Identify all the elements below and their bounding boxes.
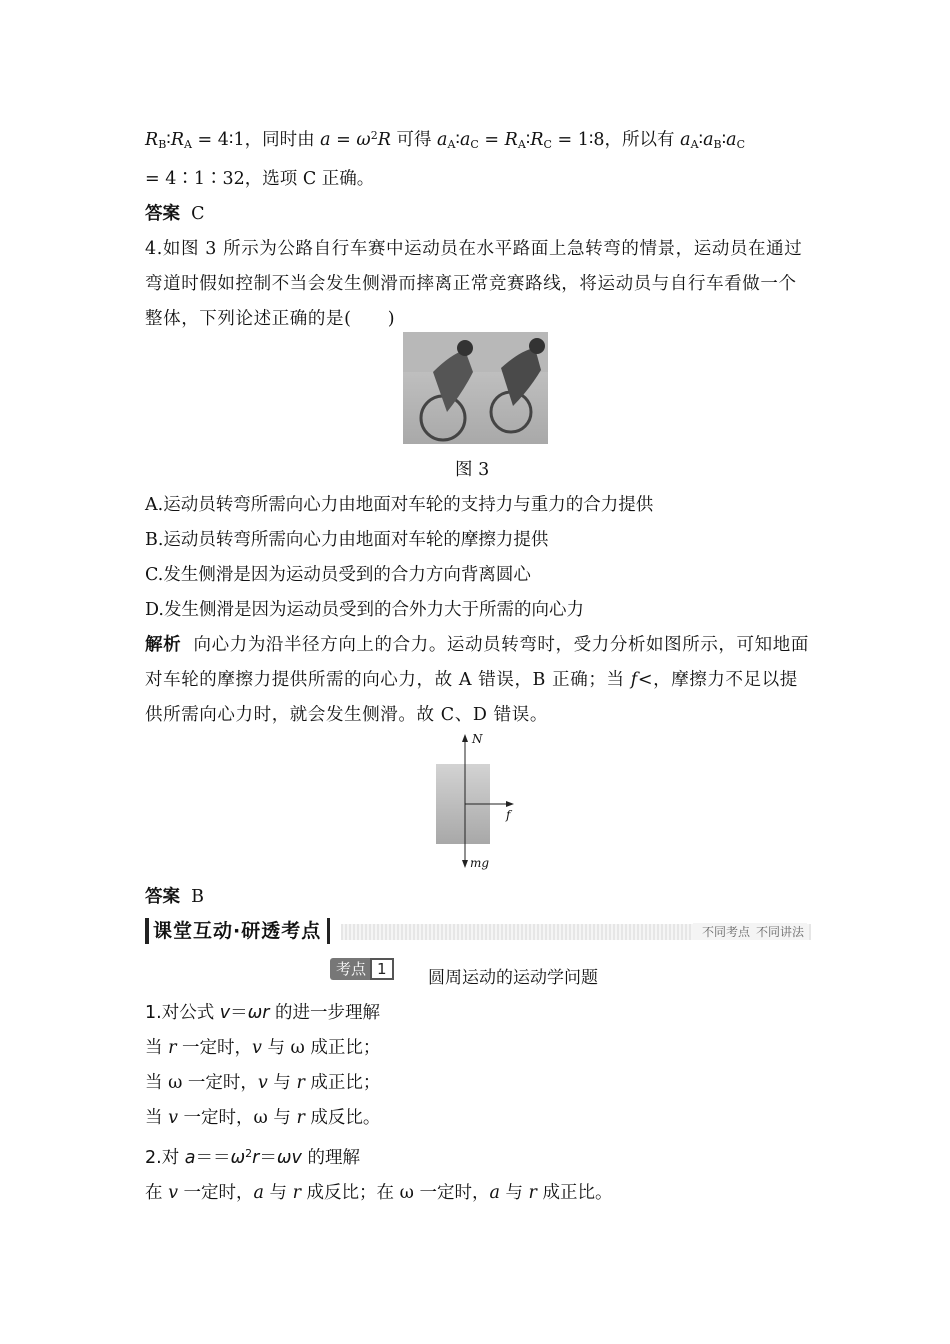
answer-4	[145, 880, 204, 915]
force-arrows	[432, 732, 522, 872]
answer-value: B	[191, 887, 205, 907]
cyclists-photo-image	[403, 332, 548, 444]
analysis-4: 解析 向心力为沿半径方向上的合力。运动员转弯时，受力分析如图所示，可知地面对车轮的摩擦力提供所需的向心力，故 A 错误，B 正确；当 f<，摩擦力不足以提供所需向心力时，就会发生侧滑。故 C、D 错误。	[145, 635, 809, 725]
banner-title: 课堂互动·研透考点	[145, 918, 330, 944]
answer-label: 答案	[145, 204, 180, 224]
section-2-line-1: 在 v 一定时，a 与 r 成反比；在 ω 一定时，a 与 r 成正比。	[145, 1183, 613, 1203]
section-2-heading: 2.对 $a==\omega^2r=\omega v$ 的理解	[145, 1147, 360, 1168]
arrow-down-icon	[462, 860, 468, 868]
force-diagram	[432, 732, 522, 872]
section-banner	[145, 918, 811, 946]
analysis-label: 解析	[145, 635, 182, 655]
arrow-up-icon	[462, 734, 468, 742]
kaodian-title: 圆周运动的运动学问题	[428, 968, 598, 988]
arrow-right-icon	[506, 801, 514, 807]
section-1-line-2: 当 ω 一定时，v 与 r 成正比；	[145, 1073, 381, 1093]
answer-label: 答案	[145, 887, 180, 907]
solution-line-1: $R_B∶R_A$ = 4∶1，同时由 $a = \omega^2R$ 可得 $a_A∶a_C$ = $R_A∶R_C$ = 1∶8，所以有 $a_A∶a_B∶a_C$	[145, 129, 746, 151]
section-1-line-3: 当 v 一定时，ω 与 r 成反比。	[145, 1108, 381, 1128]
figure-3-caption: 图 3	[455, 460, 490, 480]
options-block	[145, 488, 811, 733]
force-label-f: f	[506, 808, 511, 822]
option-a: A.运动员转弯所需向心力由地面对车轮的支持力与重力的合力提供	[145, 495, 654, 515]
force-label-mg: mg	[470, 856, 490, 870]
answer-3	[145, 197, 811, 232]
section-1-heading: 1.对公式 v＝ωr 的进一步理解	[145, 1003, 381, 1023]
banner-tags: 不同考点 不同讲法	[693, 923, 807, 940]
section-content	[145, 996, 811, 1211]
option-c: C.发生侧滑是因为运动员受到的合力方向背离圆心	[145, 565, 531, 585]
page-content	[145, 118, 811, 337]
section-1-line-1: 当 r 一定时，v 与 ω 成正比；	[145, 1038, 381, 1058]
kaodian-badge: 考点 1	[330, 958, 394, 984]
force-label-n: N	[472, 732, 483, 746]
cyclists-photo	[403, 332, 548, 444]
question-4-stem: 4.如图 3 所示为公路自行车赛中运动员在水平路面上急转弯的情景，运动员在通过弯道时假如控制不当会发生侧滑而摔离正常竞赛路线，将运动员与自行车看做一个整体，下列论述正确的是( )	[145, 239, 803, 329]
option-d: D.发生侧滑是因为运动员受到的合外力大于所需的向心力	[145, 600, 584, 620]
option-b: B.运动员转弯所需向心力由地面对车轮的摩擦力提供	[145, 530, 549, 550]
solution-line-2: = 4∶1∶32，选项 C 正确。	[145, 169, 375, 189]
answer-value: C	[191, 204, 205, 224]
